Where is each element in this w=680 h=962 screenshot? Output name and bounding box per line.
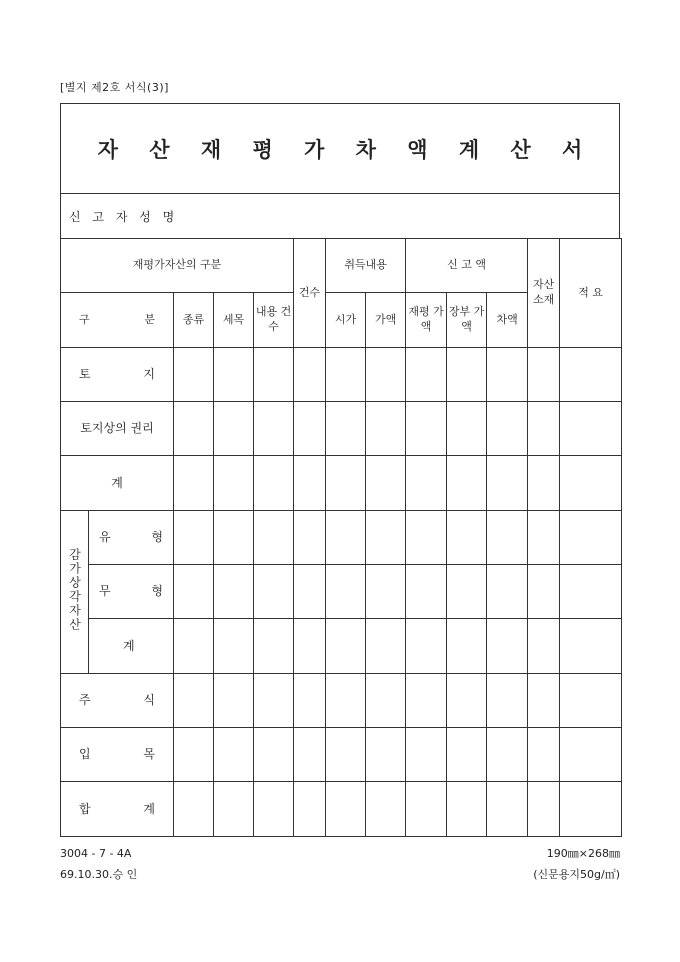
approval-date: 69.10.30.승 인 [60, 868, 138, 881]
data-cell [254, 565, 294, 619]
data-cell [174, 348, 214, 402]
data-cell [560, 782, 622, 837]
data-cell [214, 674, 254, 728]
row-label-stock: 주 식 [61, 674, 174, 728]
paper-size: 190㎜×268㎜ [546, 847, 620, 860]
header-diff: 차액 [487, 293, 528, 348]
data-cell [528, 511, 560, 565]
data-cell [560, 402, 622, 456]
data-cell [214, 782, 254, 837]
data-cell [254, 348, 294, 402]
data-cell [406, 511, 447, 565]
row-label-subtotal-2: 계 [89, 619, 174, 674]
data-cell [174, 674, 214, 728]
footer-right [533, 843, 620, 885]
asset-revaluation-table [60, 238, 622, 837]
data-cell [447, 728, 487, 782]
data-cell [487, 782, 528, 837]
data-cell [560, 565, 622, 619]
data-cell [406, 782, 447, 837]
data-cell [487, 565, 528, 619]
data-cell [326, 728, 366, 782]
data-cell [528, 619, 560, 674]
row-total [61, 782, 622, 837]
data-cell [528, 402, 560, 456]
row-label-total: 합 계 [61, 782, 174, 837]
data-cell [528, 348, 560, 402]
data-cell [560, 728, 622, 782]
header-gubun: 구 분 [61, 293, 174, 348]
data-cell [294, 348, 326, 402]
data-cell [326, 674, 366, 728]
data-cell [214, 402, 254, 456]
header-content-count: 내용 건수 [254, 293, 294, 348]
data-cell [326, 619, 366, 674]
data-cell [366, 402, 406, 456]
data-cell [560, 511, 622, 565]
data-cell [326, 402, 366, 456]
data-cell [406, 456, 447, 511]
data-cell [174, 728, 214, 782]
data-cell [294, 728, 326, 782]
row-label-subtotal-1: 계 [61, 456, 174, 511]
data-cell [254, 728, 294, 782]
header-asset-location: 자산소재 [528, 239, 560, 348]
row-timber [61, 728, 622, 782]
data-cell [254, 456, 294, 511]
row-label-timber: 입 목 [61, 728, 174, 782]
header-book-amount: 장부 가액 [447, 293, 487, 348]
row-subtotal-2 [61, 619, 622, 674]
data-cell [294, 456, 326, 511]
data-cell [447, 348, 487, 402]
reporter-name-label: 신 고 자 성 명 [69, 209, 179, 224]
data-cell [174, 511, 214, 565]
header-classification: 재평가자산의 구분 [61, 239, 294, 293]
footer-left [60, 843, 137, 885]
depreciable-assets-group: 감가상각자산 [61, 511, 89, 674]
data-cell [447, 674, 487, 728]
data-cell [294, 619, 326, 674]
data-cell [214, 565, 254, 619]
data-cell [487, 511, 528, 565]
data-cell [174, 402, 214, 456]
row-subtotal-1 [61, 456, 622, 511]
header-report-amount: 신 고 액 [406, 239, 528, 293]
data-cell [528, 565, 560, 619]
row-label-tangible: 유 형 [89, 511, 174, 565]
data-cell [326, 565, 366, 619]
form-code: 3004 - 7 - 4A [60, 847, 132, 860]
data-cell [406, 619, 447, 674]
data-cell [366, 782, 406, 837]
data-cell [528, 674, 560, 728]
data-cell [366, 565, 406, 619]
data-cell [560, 456, 622, 511]
data-cell [528, 728, 560, 782]
data-cell [447, 565, 487, 619]
data-cell [214, 348, 254, 402]
data-cell [214, 619, 254, 674]
data-cell [294, 402, 326, 456]
row-land-rights [61, 402, 622, 456]
data-cell [528, 782, 560, 837]
data-cell [447, 456, 487, 511]
header-type: 종류 [174, 293, 214, 348]
data-cell [406, 728, 447, 782]
data-cell [366, 728, 406, 782]
data-cell [254, 674, 294, 728]
form-title: 자 산 재 평 가 차 액 계 산 서 [97, 136, 595, 162]
data-cell [487, 674, 528, 728]
data-cell [174, 619, 214, 674]
data-cell [174, 782, 214, 837]
data-cell [447, 619, 487, 674]
data-cell [560, 674, 622, 728]
data-cell [254, 402, 294, 456]
data-cell [214, 456, 254, 511]
data-cell [487, 402, 528, 456]
header-date: 시가 [326, 293, 366, 348]
data-cell [326, 348, 366, 402]
data-cell [294, 511, 326, 565]
data-cell [254, 511, 294, 565]
header-remarks: 적 요 [560, 239, 622, 348]
data-cell [366, 511, 406, 565]
data-cell [528, 456, 560, 511]
form-number-label: [별지 제2호 서식(3)] [60, 81, 169, 94]
row-stock [61, 674, 622, 728]
data-cell [294, 565, 326, 619]
header-row-1 [61, 239, 622, 293]
row-label-land: 토 지 [61, 348, 174, 402]
row-tangible [61, 511, 622, 565]
data-cell [174, 565, 214, 619]
reporter-name-row [60, 193, 620, 238]
data-cell [487, 728, 528, 782]
paper-type: (신문용지50g/㎡) [533, 868, 620, 881]
data-cell [366, 456, 406, 511]
data-cell [366, 348, 406, 402]
data-cell [487, 619, 528, 674]
data-cell [560, 348, 622, 402]
data-cell [406, 674, 447, 728]
data-cell [214, 511, 254, 565]
data-cell [406, 348, 447, 402]
header-count: 건수 [294, 239, 326, 348]
data-cell [366, 619, 406, 674]
data-cell [487, 348, 528, 402]
data-cell [487, 456, 528, 511]
data-cell [447, 782, 487, 837]
data-cell [294, 674, 326, 728]
data-cell [366, 674, 406, 728]
header-acquisition: 취득내용 [326, 239, 406, 293]
data-cell [174, 456, 214, 511]
row-intangible [61, 565, 622, 619]
header-price: 가액 [366, 293, 406, 348]
header-detail: 세목 [214, 293, 254, 348]
data-cell [447, 402, 487, 456]
row-land [61, 348, 622, 402]
data-cell [254, 782, 294, 837]
data-cell [294, 782, 326, 837]
data-cell [326, 456, 366, 511]
row-label-intangible: 무 형 [89, 565, 174, 619]
data-cell [406, 565, 447, 619]
data-cell [214, 728, 254, 782]
data-cell [326, 511, 366, 565]
title-box [60, 103, 620, 193]
row-label-land-rights: 토지상의 권리 [61, 402, 174, 456]
data-cell [560, 619, 622, 674]
data-cell [326, 782, 366, 837]
data-cell [254, 619, 294, 674]
data-cell [447, 511, 487, 565]
header-reval-amount: 재평 가액 [406, 293, 447, 348]
data-cell [406, 402, 447, 456]
